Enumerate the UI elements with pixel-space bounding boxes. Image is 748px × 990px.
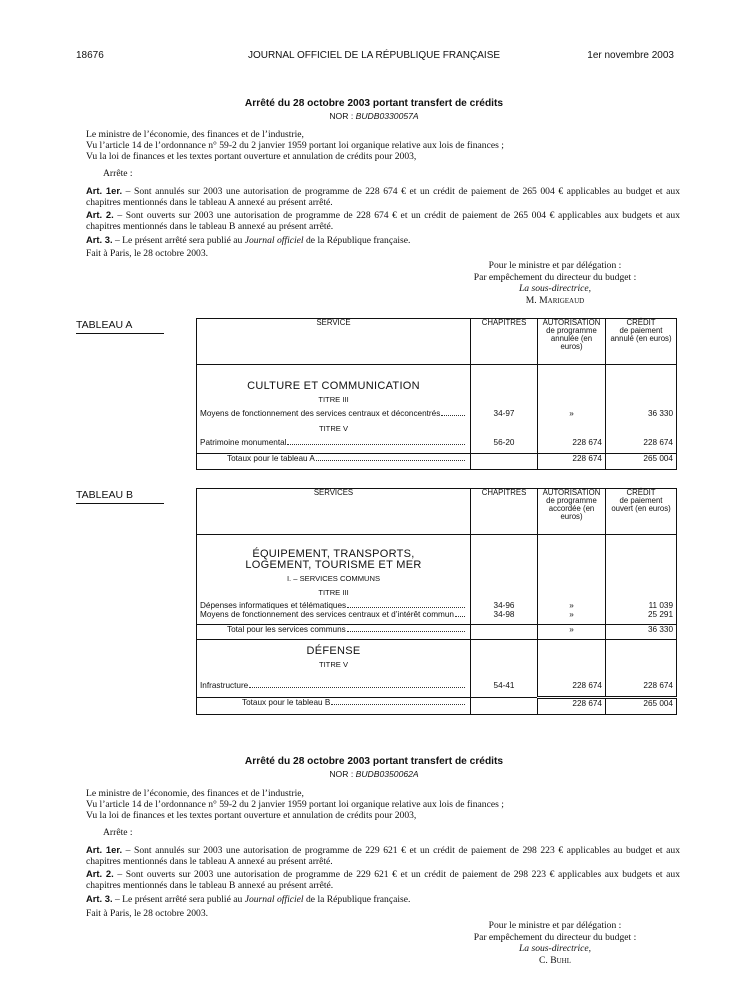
arrete-2-art-1: Art. 1er. – Sont annulés sur 2003 une autorisation de programme de 229 621 € et un crédit de paiement de 298 223 € applicables au budget et aux chapitres mentionnés dans le tableau A annexé au présent arrêté. xyxy=(86,844,680,868)
arrete-1-intro-3: Vu la loi de finances et les textes portant ouverture et annulation de crédits pour 2003, xyxy=(86,151,417,162)
col-autorisation: AUTORISATION de programme accordée (en euros) xyxy=(538,489,606,535)
titre-iii: TITRE III xyxy=(197,392,471,409)
subtotal-row: Total pour les services communs » 36 330 xyxy=(197,625,677,640)
signature-role: La sous-directrice, xyxy=(518,943,592,954)
table-row: Dépenses informatiques et télématiques 34-96 » 11 039 xyxy=(197,601,677,610)
col-chapitres: CHAPITRES xyxy=(471,489,538,535)
table-row: Infrastructure 54-41 228 674 228 674 xyxy=(197,681,677,690)
arrete-2-intro-3: Vu la loi de finances et les textes portant ouverture et annulation de crédits pour 2003, xyxy=(86,810,417,821)
table-row: Moyens de fonctionnement des services centraux et d’intérêt commun 34-98 » 25 291 xyxy=(197,610,677,619)
col-chapitres: CHAPITRES xyxy=(471,319,538,365)
signature-name: M. Marigeaud xyxy=(525,294,585,306)
total-row: Totaux pour le tableau A 228 674 265 004 xyxy=(197,454,677,470)
table-row: Moyens de fonctionnement des services centraux et déconcentrés 34-97 » 36 330 xyxy=(197,409,677,418)
tableau-b-label: TABLEAU B xyxy=(76,489,164,504)
col-services: SERVICES xyxy=(197,489,471,535)
section-title: ÉQUIPEMENT, TRANSPORTS, LOGEMENT, TOURISME ET MER xyxy=(197,549,471,571)
arrete-1-art-3: Art. 3. – Le présent arrêté sera publié au Journal officiel de la République française. xyxy=(86,234,411,246)
titre-v: TITRE V xyxy=(197,657,471,681)
arrete-1-arrete: Arrête : xyxy=(103,168,133,179)
tableau-a-label: TABLEAU A xyxy=(76,319,164,334)
journal-title: JOURNAL OFFICIEL DE LA RÉPUBLIQUE FRANÇAISE xyxy=(247,50,501,61)
issue-date: 1er novembre 2003 xyxy=(587,50,674,61)
total-row: Totaux pour le tableau B 228 674 265 004 xyxy=(197,697,677,714)
arrete-1-signature xyxy=(430,260,680,306)
col-service: SERVICE xyxy=(197,319,471,365)
section-title: CULTURE ET COMMUNICATION xyxy=(197,378,471,392)
arrete-1-art-2: Art. 2. – Sont ouverts sur 2003 une autorisation de programme de 228 674 € et un crédit de paiement de 265 004 € applicables aux budgets et aux chapitres mentionnés dans le tableau B annexé au présent arrêté. xyxy=(86,209,680,233)
arrete-1-art-1: Art. 1er. – Sont annulés sur 2003 une autorisation de programme de 228 674 € et un crédit de paiement de 265 004 € applicables au budget et aux chapitres mentionnés dans le tableau A annexé au présent arrêté. xyxy=(86,185,680,209)
signature-line-2: Par empêchement du directeur du budget : xyxy=(473,271,637,283)
arrete-1-title: Arrêté du 28 octobre 2003 portant transfert de crédits xyxy=(244,98,504,109)
subsection: I. – SERVICES COMMUNS xyxy=(197,571,471,585)
tableau-a xyxy=(196,318,677,470)
arrete-2-intro-1: Le ministre de l’économie, des finances et de l’industrie, xyxy=(86,788,304,799)
arrete-2-intro-2: Vu l’article 14 de l’ordonnance n° 59-2 du 2 janvier 1959 portant loi organique relative aux lois de finances ; xyxy=(86,799,504,810)
section-title: DÉFENSE xyxy=(197,640,471,658)
page-number: 18676 xyxy=(76,50,104,61)
arrete-1-intro-1: Le ministre de l’économie, des finances et de l’industrie, xyxy=(86,129,304,140)
arrete-2-nor: NOR : BUDB0350062A xyxy=(329,769,419,779)
signature-role: La sous-directrice, xyxy=(518,283,592,294)
signature-name: C. Buhl xyxy=(539,954,571,966)
arrete-1-fait: Fait à Paris, le 28 octobre 2003. xyxy=(86,248,209,259)
arrete-2-title: Arrêté du 28 octobre 2003 portant transfert de crédits xyxy=(244,756,504,767)
arrete-2-fait: Fait à Paris, le 28 octobre 2003. xyxy=(86,908,209,919)
table-row: Patrimoine monumental 56-20 228 674 228 674 xyxy=(197,438,677,447)
arrete-2-arrete: Arrête : xyxy=(103,827,133,838)
titre-v: TITRE V xyxy=(197,418,471,438)
col-credit: CRÉDIT de paiement annulé (en euros) xyxy=(606,319,677,365)
tableau-b xyxy=(196,488,677,715)
arrete-2-art-3: Art. 3. – Le présent arrêté sera publié au Journal officiel de la République française. xyxy=(86,893,411,905)
signature-line-1: Pour le ministre et par délégation : xyxy=(488,260,622,271)
signature-line-1: Pour le ministre et par délégation : xyxy=(488,920,622,931)
col-credit: CRÉDIT de paiement ouvert (en euros) xyxy=(606,489,677,535)
arrete-2-signature xyxy=(430,920,680,966)
signature-line-2: Par empêchement du directeur du budget : xyxy=(473,931,637,943)
arrete-1-nor: NOR : BUDB0330057A xyxy=(329,111,419,121)
col-autorisation: AUTORISATION de programme annulée (en euros) xyxy=(538,319,606,365)
arrete-1-intro-2: Vu l’article 14 de l’ordonnance n° 59-2 du 2 janvier 1959 portant loi organique relative aux lois de finances ; xyxy=(86,140,504,151)
titre-iii: TITRE III xyxy=(197,585,471,601)
arrete-2-art-2: Art. 2. – Sont ouverts sur 2003 une autorisation de programme de 229 621 € et un crédit de paiement de 298 223 € applicables aux budgets et aux chapitres mentionnés dans le tableau B annexé au présent arrêté. xyxy=(86,868,680,892)
